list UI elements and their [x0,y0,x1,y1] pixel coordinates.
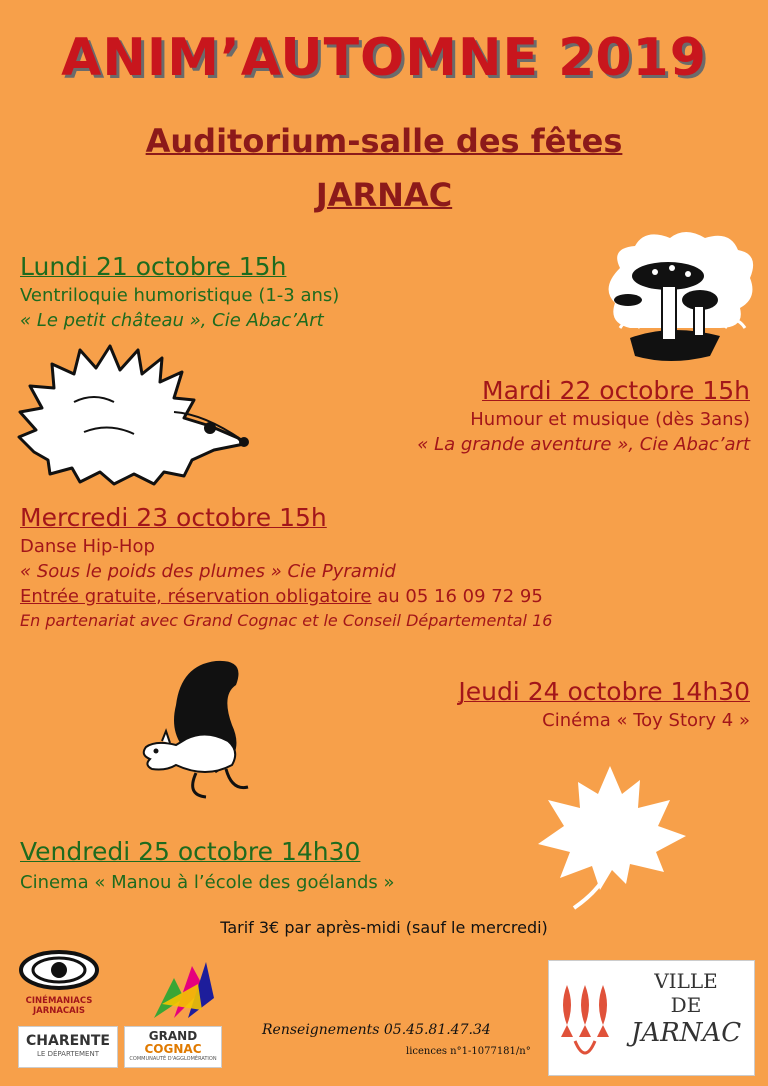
squirrel-icon [136,655,276,805]
maple-leaf-icon [530,760,690,910]
mushrooms-icon [600,228,760,368]
event-wednesday-date: Mercredi 23 octobre 15h [20,503,327,532]
event-wednesday-partner: En partenariat avec Grand Cognac et le Conseil Départemental 16 [20,611,553,630]
cognac-text: COGNAC [144,1042,202,1056]
charente-logo [18,1026,118,1068]
event-wednesday-reservation [20,586,552,607]
event-tuesday-line2: « La grande aventure », Cie Abac’art [417,434,750,455]
grand-cognac-logo [124,1026,222,1068]
event-wednesday-line1: Danse Hip-Hop [20,536,155,557]
charente-subtext: LE DÉPARTEMENT [37,1050,99,1058]
event-thursday-line1: Cinéma « Toy Story 4 » [542,710,750,731]
cinemaniacs-logo [14,948,104,1018]
event-tuesday [417,376,750,455]
ville-text: VILLE [654,969,718,993]
grand-text: GRAND [148,1029,198,1043]
event-friday-date: Vendredi 25 octobre 14h30 [20,837,361,866]
venue-city: JARNAC [315,176,453,214]
event-tuesday-date: Mardi 22 octobre 15h [482,376,750,405]
event-friday [20,837,395,893]
page-title: ANIM’AUTOMNE 2019 [61,28,707,88]
licences: licences n°1-1077181/n° [406,1046,531,1057]
charente-text: CHARENTE [26,1033,110,1049]
reservation-phone: au 05 16 09 72 95 [371,586,543,607]
event-thursday [458,677,750,731]
fish-emblem-icon [555,975,615,1065]
ville-de-jarnac-logo [548,960,755,1076]
event-monday [20,252,339,331]
reservation-notice: Entrée gratuite, réservation obligatoire [20,586,372,607]
de-text: DE [670,993,702,1017]
event-wednesday-line2: « Sous le poids des plumes » Cie Pyramid [20,561,396,582]
event-friday-line1: Cinema « Manou à l’école des goélands » [20,872,395,893]
cognac-subtext: COMMUNAUTÉ D'AGGLOMÉRATION [129,1056,217,1062]
tarif-note: Tarif 3€ par après-midi (sauf le mercredi) [220,918,548,937]
hedgehog-icon [14,342,254,492]
event-tuesday-line1: Humour et musique (dès 3ans) [470,409,750,430]
event-thursday-date: Jeudi 24 octobre 14h30 [458,677,750,706]
grand-cognac-emblem-icon [144,958,216,1022]
event-monday-line1: Ventriloquie humoristique (1-3 ans) [20,285,340,306]
event-monday-date: Lundi 21 octobre 15h [20,252,287,281]
venue-name: Auditorium-salle des fêtes [145,122,623,160]
jarnac-text: JARNAC [630,1018,742,1048]
eye-icon [14,948,104,992]
renseignements: Renseignements 05.45.81.47.34 [262,1022,491,1038]
event-wednesday [20,503,552,630]
cinemaniacs-text: CINÉMANIACS JARNACAIS [25,996,93,1016]
event-monday-line2: « Le petit château », Cie Abac’Art [20,310,324,331]
